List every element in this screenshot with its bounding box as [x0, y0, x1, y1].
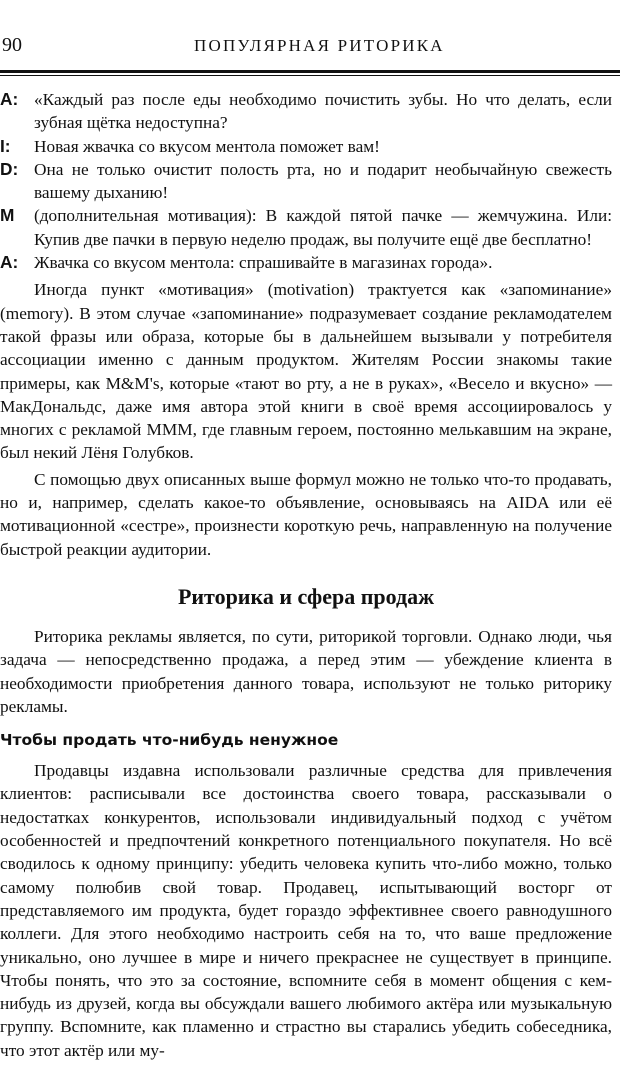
- paragraph-formulas: С помощью двух описанных выше формул можно не только что-то продавать, но и, например, сделать какое-то объявление, основываясь на AIDA или её мотивационной «сестре», произнести короткую речь, направленную на получение быстрой реакции аудитории.: [0, 469, 612, 559]
- dialogue-label: D:: [0, 158, 19, 179]
- dialogue-label: M: [0, 205, 15, 226]
- dialogue-label: I:: [0, 135, 11, 156]
- dialogue-text: «Каждый раз после еды необходимо почистить зубы. Но что делать, если зубная щётка недоступна?: [34, 90, 612, 133]
- dialogue-label: A:: [0, 252, 19, 273]
- paragraph-motivation: Иногда пункт «мотивация» (motivation) трактуется как «запоминание» (memory). В этом случае «запоминание» подразумевает создание рекламодателем такой фразы или образа, которые бы в дальнейшем вызывали у потребителя ассоциации именно с данным продуктом. Жителям России знакомы такие примеры, как M&M's, которые «тают во рту, а не в руках», «Весело и вкусно» — МакДональдс, даже имя автора этой книги в своё время ассоциировалось у многих с рекламой МММ, где главным героем, постоянно мелькавшим на экране, был некий Лёня Голубков.: [0, 280, 612, 463]
- dialogue-text: Она не только очистит полость рта, но и подарит необычайную свежесть вашему дыханию!: [34, 159, 612, 203]
- header-rule: [0, 70, 620, 73]
- section-title: Риторика и сфера продаж: [177, 583, 435, 609]
- dialogue-text: Жвачка со вкусом ментола: спрашивайте в магазинах города».: [34, 253, 493, 273]
- dialogue-text: (дополнительная мотивация): В каждой пятой пачке — жемчужина. Или: Купив две пачки в первую неделю продаж, вы получите ещё две бесплатно!: [34, 206, 612, 249]
- running-title: ПОПУЛЯРНАЯ РИТОРИКА: [194, 36, 445, 55]
- dialogue-label: A:: [0, 89, 19, 109]
- subheading: Чтобы продать что-нибудь ненужное: [0, 731, 339, 750]
- dialogue-text: Новая жвачка со вкусом ментола поможет вам!: [34, 136, 380, 156]
- dialogue-line: [0, 135, 612, 158]
- section-body: Продавцы издавна использовали различные средства для привлечения клиентов: расписывали все достоинства своего товара, рассказывали о недостатках конкурентов, использовали индивидуальный подход с учётом особенностей и предпочтений конкретного потенциального покупателя. Но всё сводилось к одному принципу: убедить человека купить что-либо можно, только самому полюбив свой товар. Продавец, испытывающий восторг от представляемого им продукта, будет гораздо эффективнее своего равнодушного коллеги. Для этого необходимо настроить себя на то, что ваше предложение уникально, оно лучшее в мире и ничего прекраснее не существует в принципе. Чтобы понять, что это за состояние, вспомните себя в момент общения с кем-нибудь из друзей, когда вы обсуждали вашего любимого актёра или музыкальную группу. Вспомните, как пламенно и страстно вы старались убедить собеседника, что этот актёр или му-: [0, 761, 612, 1060]
- page-content: [0, 88, 612, 1062]
- page-header: [0, 32, 620, 66]
- section-intro: Риторика рекламы является, по сути, риторикой торговли. Однако люди, чья задача — непосредственно продажа, а перед этим — убеждение клиента в необходимости приобретения данного товара, используют не только риторику рекламы.: [0, 626, 612, 716]
- dialogue-line: [0, 158, 612, 205]
- dialogue-line: [0, 88, 612, 135]
- dialogue-line: [0, 251, 612, 274]
- dialogue-line: [0, 204, 612, 251]
- header-rule-thin: [0, 75, 620, 76]
- page-number: 90: [2, 34, 22, 56]
